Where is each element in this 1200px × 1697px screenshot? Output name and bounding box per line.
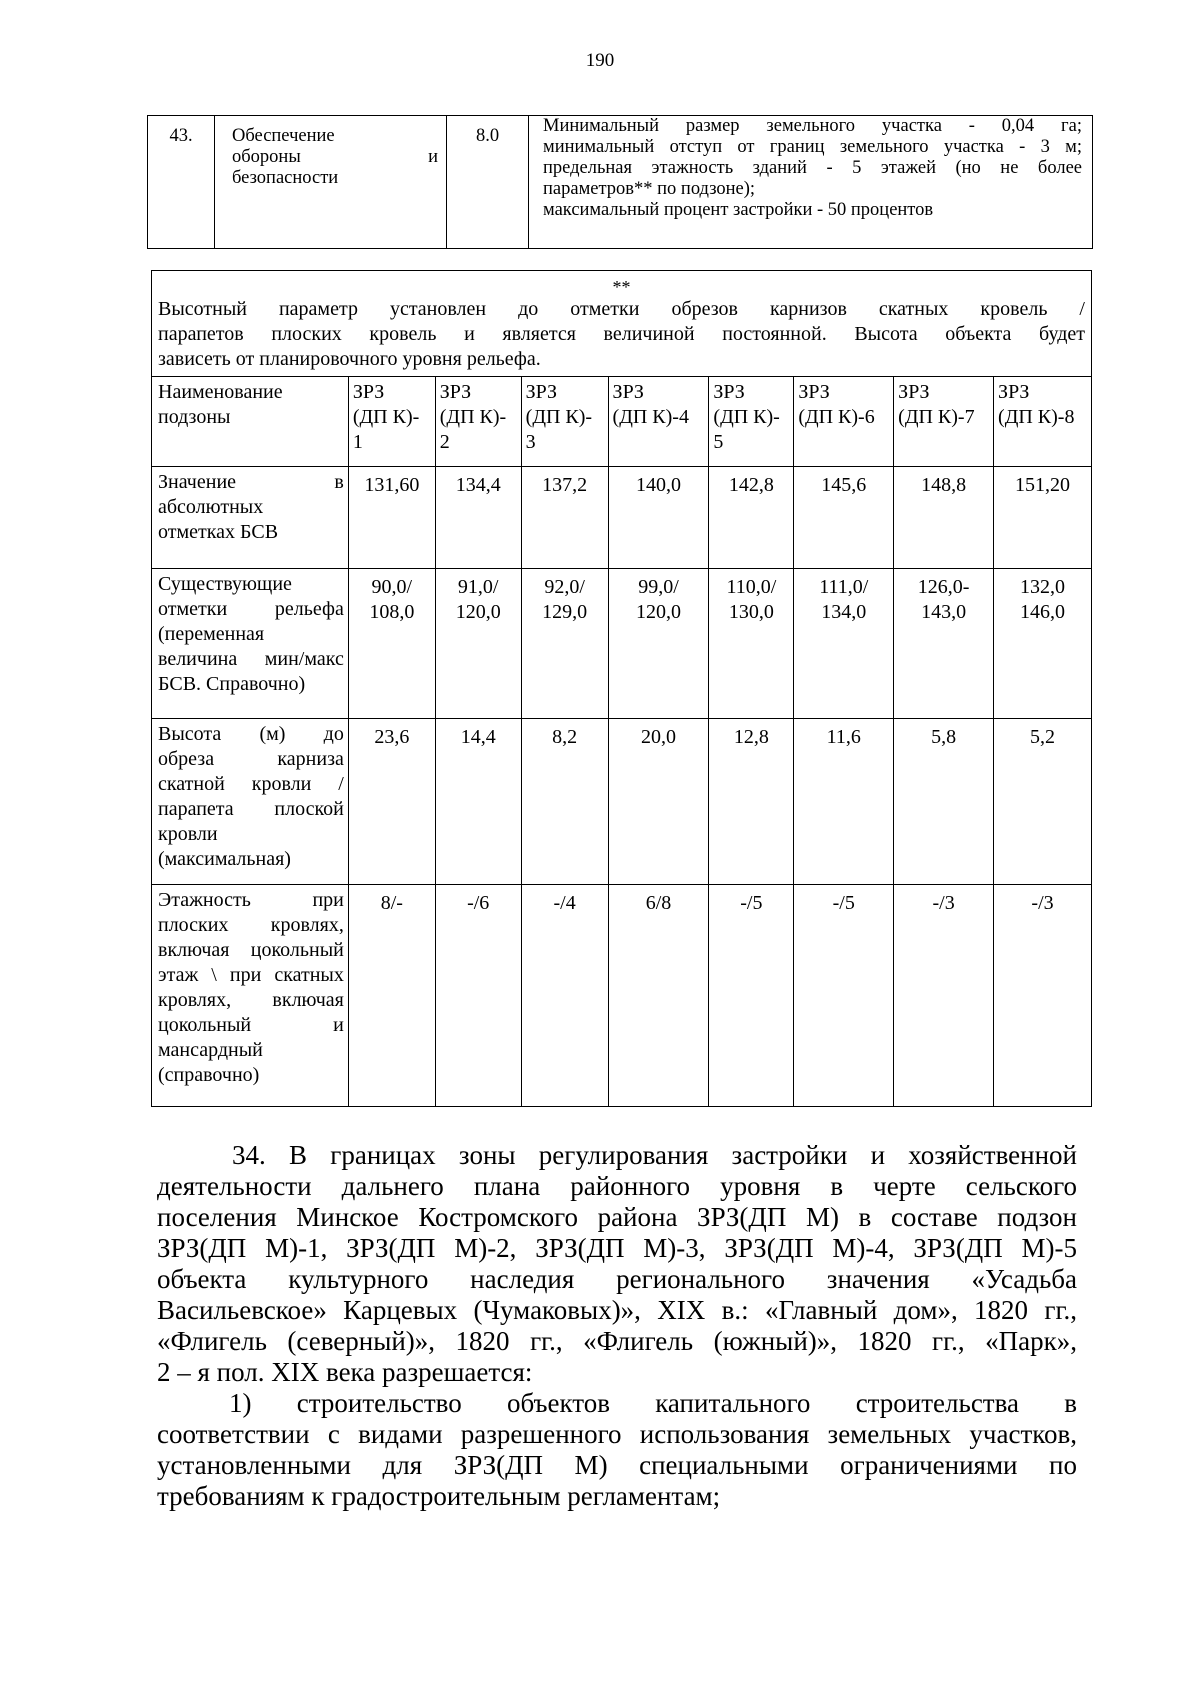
value-cell: 148,8 [894, 467, 994, 569]
list-item-1 [157, 1388, 1077, 1512]
zone-header: ЗРЗ (ДП К)- 3 [521, 377, 608, 467]
note-line: парапетов плоских кровель и является величиной постоянной. Высота объекта будет [158, 323, 1085, 345]
value-cell: 110,0/ 130,0 [709, 569, 794, 719]
value-cell: 5,2 [994, 719, 1092, 885]
desc-line: максимальный процент застройки - 50 процентов [543, 200, 934, 220]
name-line: обороны [232, 147, 301, 167]
text-line: «Флигель (северный)», 1820 гг., «Флигель (южный)», 1820 гг., «Парк», [157, 1326, 1077, 1356]
body-text [157, 1140, 1077, 1512]
row-label: Значение в абсолютных отметках БСВ [152, 467, 349, 569]
value-cell: 20,0 [608, 719, 709, 885]
header-label: Наименование подзоны [152, 377, 349, 467]
zone-header: ЗРЗ (ДП К)-8 [994, 377, 1092, 467]
text-line: деятельности дальнего плана районного уровня в черте сельского [157, 1171, 1077, 1201]
table-row [152, 719, 1092, 885]
value-cell: 23,6 [348, 719, 435, 885]
row-label: Этажность при плоских кровлях, включая цокольный этаж \ при скатных кровлях, включая цокольный и мансардный (справочно) [152, 885, 349, 1107]
value-cell: 134,4 [435, 467, 521, 569]
zone-header: ЗРЗ (ДП К)-7 [894, 377, 994, 467]
value-cell: 132,0 146,0 [994, 569, 1092, 719]
value-cell: -/4 [521, 885, 608, 1107]
table-row [148, 116, 1093, 249]
name-line: и [428, 147, 438, 167]
page-number: 190 [585, 50, 615, 71]
height-parameters-table [151, 270, 1092, 1107]
table-row [152, 569, 1092, 719]
text-line: 2 – я пол. XIX века разрешается: [157, 1357, 533, 1387]
value-cell: 12,8 [709, 719, 794, 885]
value-cell: 131,60 [348, 467, 435, 569]
value-cell: -/5 [794, 885, 894, 1107]
text-line: 34. В границах зоны регулирования застройки и хозяйственной [232, 1140, 1077, 1170]
land-use-parameters [529, 116, 1093, 249]
text-line: соответствии с видами разрешенного использования земельных участков, [157, 1419, 1077, 1449]
value-cell: 145,6 [794, 467, 894, 569]
desc-line: минимальный отступ от границ земельного участка - 3 м; [543, 137, 1082, 157]
zone-header: ЗРЗ (ДП К)- 5 [709, 377, 794, 467]
row-label: Высота (м) до обреза карниза скатной кровли / парапета плоской кровли (максимальная) [152, 719, 349, 885]
zone-header: ЗРЗ (ДП К)- 1 [348, 377, 435, 467]
text-line: установленными для ЗРЗ(ДП М) специальными ограничениями по [157, 1450, 1077, 1480]
note-marker: ** [612, 277, 631, 297]
note-row [152, 271, 1092, 377]
value-cell: 92,0/ 129,0 [521, 569, 608, 719]
value-cell: 142,8 [709, 467, 794, 569]
value-cell: 14,4 [435, 719, 521, 885]
value-cell: 126,0- 143,0 [894, 569, 994, 719]
text-line: 1) строительство объектов капитального строительства в [229, 1388, 1077, 1418]
table-row [152, 885, 1092, 1107]
text-line: ЗРЗ(ДП М)-1, ЗРЗ(ДП М)-2, ЗРЗ(ДП М)-3, ЗРЗ(ДП М)-4, ЗРЗ(ДП М)-5 [157, 1233, 1077, 1263]
row-number: 43. [148, 116, 215, 249]
land-use-code: 8.0 [447, 116, 529, 249]
text-line: Васильевское» Карцевых (Чумаковых)», XIX в.: «Главный дом», 1820 гг., [157, 1295, 1077, 1325]
value-cell: 90,0/ 108,0 [348, 569, 435, 719]
zone-header: ЗРЗ (ДП К)-4 [608, 377, 709, 467]
value-cell: 8/- [348, 885, 435, 1107]
land-use-table [147, 115, 1093, 249]
value-cell: 111,0/ 134,0 [794, 569, 894, 719]
value-cell: 140,0 [608, 467, 709, 569]
desc-line: предельная этажность зданий - 5 этажей (но не более [543, 158, 1082, 178]
note-line: зависеть от планировочного уровня рельефа. [158, 348, 541, 370]
value-cell: 8,2 [521, 719, 608, 885]
value-cell: -/6 [435, 885, 521, 1107]
desc-line: Минимальный размер земельного участка - 0,04 га; [543, 116, 1082, 136]
value-cell: 5,8 [894, 719, 994, 885]
table-note [152, 271, 1092, 377]
zone-header: ЗРЗ (ДП К)-6 [794, 377, 894, 467]
value-cell: 11,6 [794, 719, 894, 885]
paragraph-34 [157, 1140, 1077, 1388]
value-cell: 151,20 [994, 467, 1092, 569]
row-label: Существующие отметки рельефа (переменная величина мин/макс БСВ. Справочно) [152, 569, 349, 719]
desc-line: параметров** по подзоне); [543, 179, 756, 199]
name-line: Обеспечение [232, 126, 335, 146]
value-cell: -/5 [709, 885, 794, 1107]
text-line: поселения Минское Костромского района ЗРЗ(ДП М) в составе подзон [157, 1202, 1077, 1232]
text-line: объекта культурного наследия регионального значения «Усадьба [157, 1264, 1077, 1294]
text-line: требованиям к градостроительным регламентам; [157, 1481, 721, 1511]
value-cell: 6/8 [608, 885, 709, 1107]
zone-header: ЗРЗ (ДП К)- 2 [435, 377, 521, 467]
value-cell: 91,0/ 120,0 [435, 569, 521, 719]
value-cell: 137,2 [521, 467, 608, 569]
name-line: безопасности [232, 168, 339, 188]
land-use-name [215, 116, 447, 249]
value-cell: 99,0/ 120,0 [608, 569, 709, 719]
note-line: Высотный параметр установлен до отметки обрезов карнизов скатных кровель / [158, 298, 1085, 320]
header-row [152, 377, 1092, 467]
value-cell: -/3 [894, 885, 994, 1107]
table-row [152, 467, 1092, 569]
value-cell: -/3 [994, 885, 1092, 1107]
